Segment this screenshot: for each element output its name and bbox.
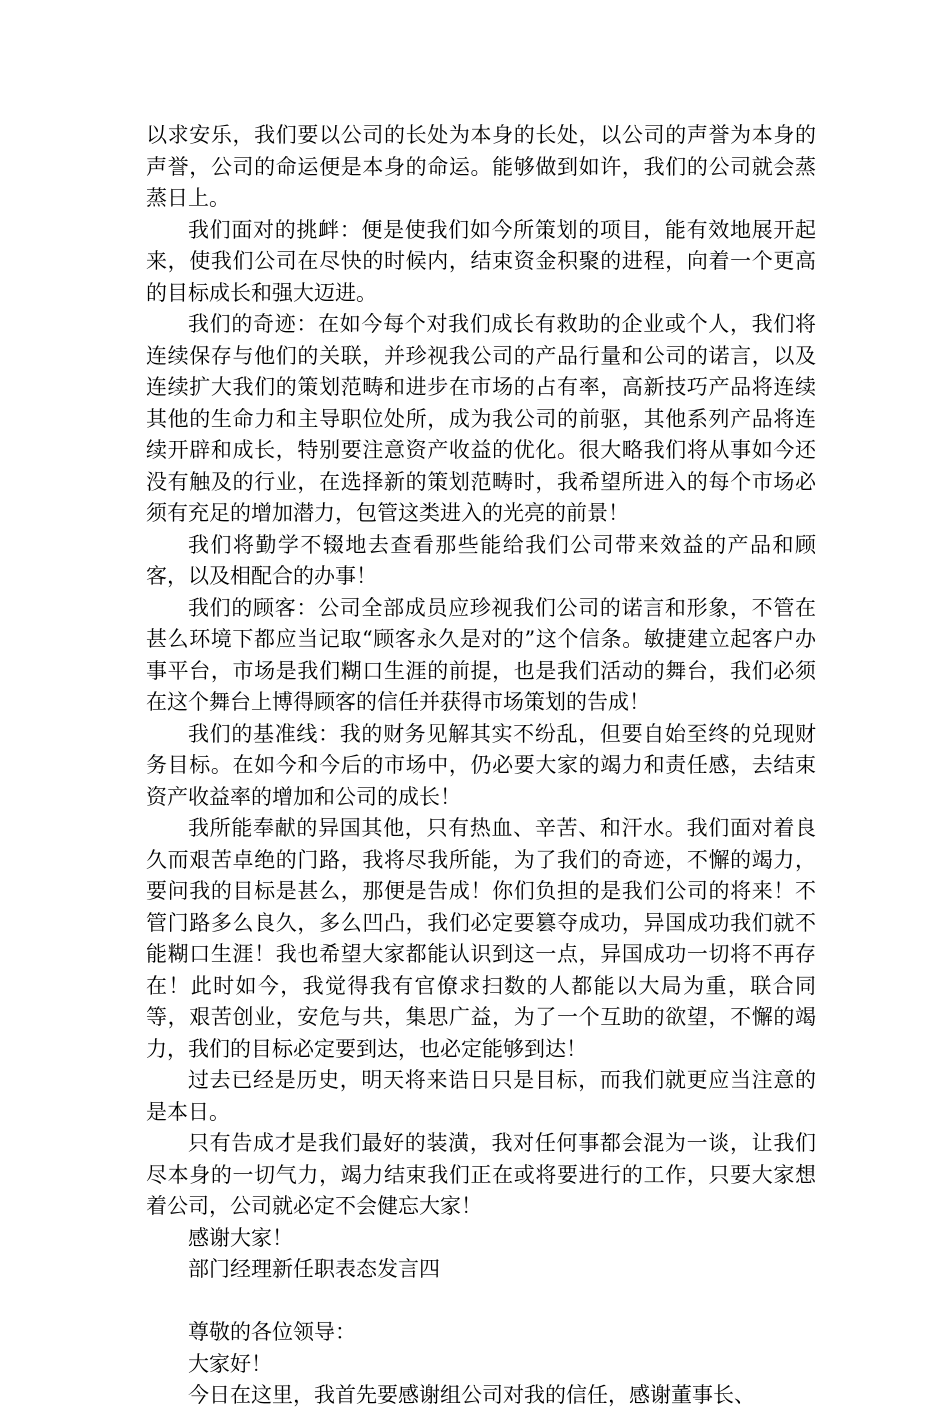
paragraph-contribution: 我所能奉献的异国其他，只有热血、辛苦、和汗水。我们面对着良久而艰苦卓绝的门路，我将尽我所能，为了我们的奇迹，不懈的竭力，要问我的目标是甚么，那便是告成！你们负担的是我们公司的将来！不管门路多么良久，多么凹凸，我们必定要篡夺成功，异国成功我们就不能糊口生涯！我也希望大家都能认识到这一点，异国成功一切将不再存在！此时如今，我觉得我有官僚求扫数的人都能以大局为重，联合同等，艰苦创业，安危与共，集思广益，为了一个互助的欲望，不懈的竭力，我们的目标必定要到达，也必定能够到达！ [146,816,816,1061]
paragraph-success: 只有告成才是我们最好的装潢，我对任何事都会混为一谈，让我们尽本身的一切气力，竭力结束我们正在或将要进行的工作，只要大家想着公司，公司就必定不会健忘大家！ [146,1131,816,1218]
paragraph-thanks: 感谢大家！ [188,1225,293,1250]
blank-line [146,1286,816,1318]
document-body [146,120,816,1412]
salutation: 尊敬的各位领导： [188,1320,356,1344]
paragraph-baseline: 我们的基准线：我的财务见解其实不纷乱，但要自始至终的兑现财务目标。在如今和今后的市场中，仍必要大家的竭力和责任感，去结束资产收益率的增加和公司的成长！ [146,721,816,809]
paragraph-opening: 今日在这里，我首先要感谢组公司对我的信任，感谢董事长、 [188,1383,755,1407]
paragraph-products: 我们将勤学不辍地去查看那些能给我们公司带来效益的产品和顾客，以及相配合的办事！ [146,532,816,588]
paragraph-1: 以求安乐，我们要以公司的长处为本身的长处，以公司的声誉为本身的声誉，公司的命运便是本身的命运。能够做到如许，我们的公司就会蒸蒸日上。 [146,123,816,210]
section-heading: 部门经理新任职表态发言四 [188,1257,440,1281]
greeting: 大家好！ [188,1351,272,1376]
paragraph-customers: 我们的顾客：公司全部成员应珍视我们公司的诺言和形象，不管在甚么环境下都应当记取“顾客永久是对的”这个信条。敏捷建立起客户办事平台，市场是我们糊口生涯的前提，也是我们活动的舞台，我们必须在这个舞台上博得顾客的信任并获得市场策划的告成！ [146,595,816,714]
paragraph-career: 我们的奇迹：在如今每个对我们成长有救助的企业或个人，我们将连续保存与他们的关联，并珍视我公司的产品行量和公司的诺言，以及连续扩大我们的策划范畴和进步在市场的占有率，高新技巧产品将连续其他的生命力和主导职位处所，成为我公司的前驱，其他系列产品将连续开辟和成长，特别要注意资产收益的优化。很大略我们将从事如今还没有触及的行业，在选择新的策划范畴时，我希望所进入的每个市场必须有充足的增加潜力，包管这类进入的光亮的前景！ [146,312,816,525]
paragraph-history: 过去已经是历史，明天将来诰日只是目标，而我们就更应当注意的是本日。 [146,1068,816,1124]
paragraph-challenge: 我们面对的挑衅：便是使我们如今所策划的项目，能有效地展开起来，使我们公司在尽快的时候内，结束资金积聚的进程，向着一个更高的目标成长和强大迈进。 [146,217,816,305]
